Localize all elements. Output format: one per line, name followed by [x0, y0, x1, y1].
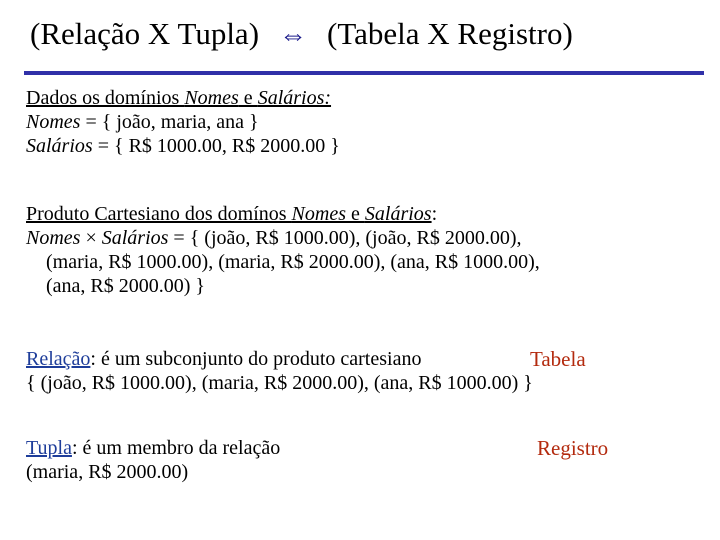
double-arrow-icon: ⇔ [279, 20, 308, 51]
nomes-line [26, 110, 340, 134]
registro-label: Registro [537, 436, 609, 460]
relacao-definition-line [26, 347, 533, 371]
dominios-heading-nomes: Nomes [184, 87, 239, 109]
nomes-label: Nomes [26, 111, 81, 133]
produto-heading-salarios: Salários [364, 203, 432, 225]
produto-expr-nomes: Nomes [26, 227, 81, 249]
salarios-line [26, 134, 340, 158]
produto-heading-nomes: Nomes [291, 203, 346, 225]
relacao-definition: : é um subconjunto do produto cartesiano [90, 348, 422, 370]
tupla-term: Tupla [26, 437, 72, 459]
produto-line-1 [26, 226, 540, 250]
title-divider [24, 71, 704, 75]
tupla-definition-line [26, 436, 280, 460]
dominios-heading-e: e [238, 87, 258, 109]
tupla-section [26, 436, 280, 484]
produto-line-2: (maria, R$ 1000.00), (maria, R$ 2000.00), (ana, R$ 1000.00), [46, 251, 540, 273]
dominios-heading-text: Dados os domínios [26, 87, 185, 109]
produto-heading-colon: : [431, 203, 438, 225]
produto-line-1-rest: = { (joão, R$ 1000.00), (joão, R$ 2000.00), [168, 227, 522, 249]
produto-expr-salarios: Salários [101, 227, 169, 249]
tupla-definition: : é um membro da relação [71, 437, 281, 459]
nomes-value: = { joão, maria, ana } [80, 111, 259, 133]
dominios-heading [26, 86, 340, 110]
produto-heading-text: Produto Cartesiano dos domínos [26, 203, 292, 225]
tabela-label: Tabela [530, 347, 586, 371]
title-right: (Tabela X Registro) [327, 16, 573, 51]
salarios-value: = { R$ 1000.00, R$ 2000.00 } [92, 135, 340, 157]
slide-title [30, 14, 573, 56]
dominios-section [26, 86, 340, 158]
dominios-heading-salarios: Salários: [257, 87, 332, 109]
relacao-example: { (joão, R$ 1000.00), (maria, R$ 2000.00), (ana, R$ 1000.00) } [26, 372, 533, 394]
relacao-section [26, 347, 533, 395]
relacao-term: Relação [26, 348, 91, 370]
produto-heading-e: e [346, 203, 365, 225]
tupla-example: (maria, R$ 2000.00) [26, 461, 189, 483]
salarios-label: Salários [26, 135, 93, 157]
produto-line-3: (ana, R$ 2000.00) } [46, 275, 206, 297]
title-left: (Relação X Tupla) [30, 16, 260, 51]
times-icon: × [80, 227, 102, 249]
produto-section [26, 202, 540, 298]
produto-heading [26, 202, 540, 226]
